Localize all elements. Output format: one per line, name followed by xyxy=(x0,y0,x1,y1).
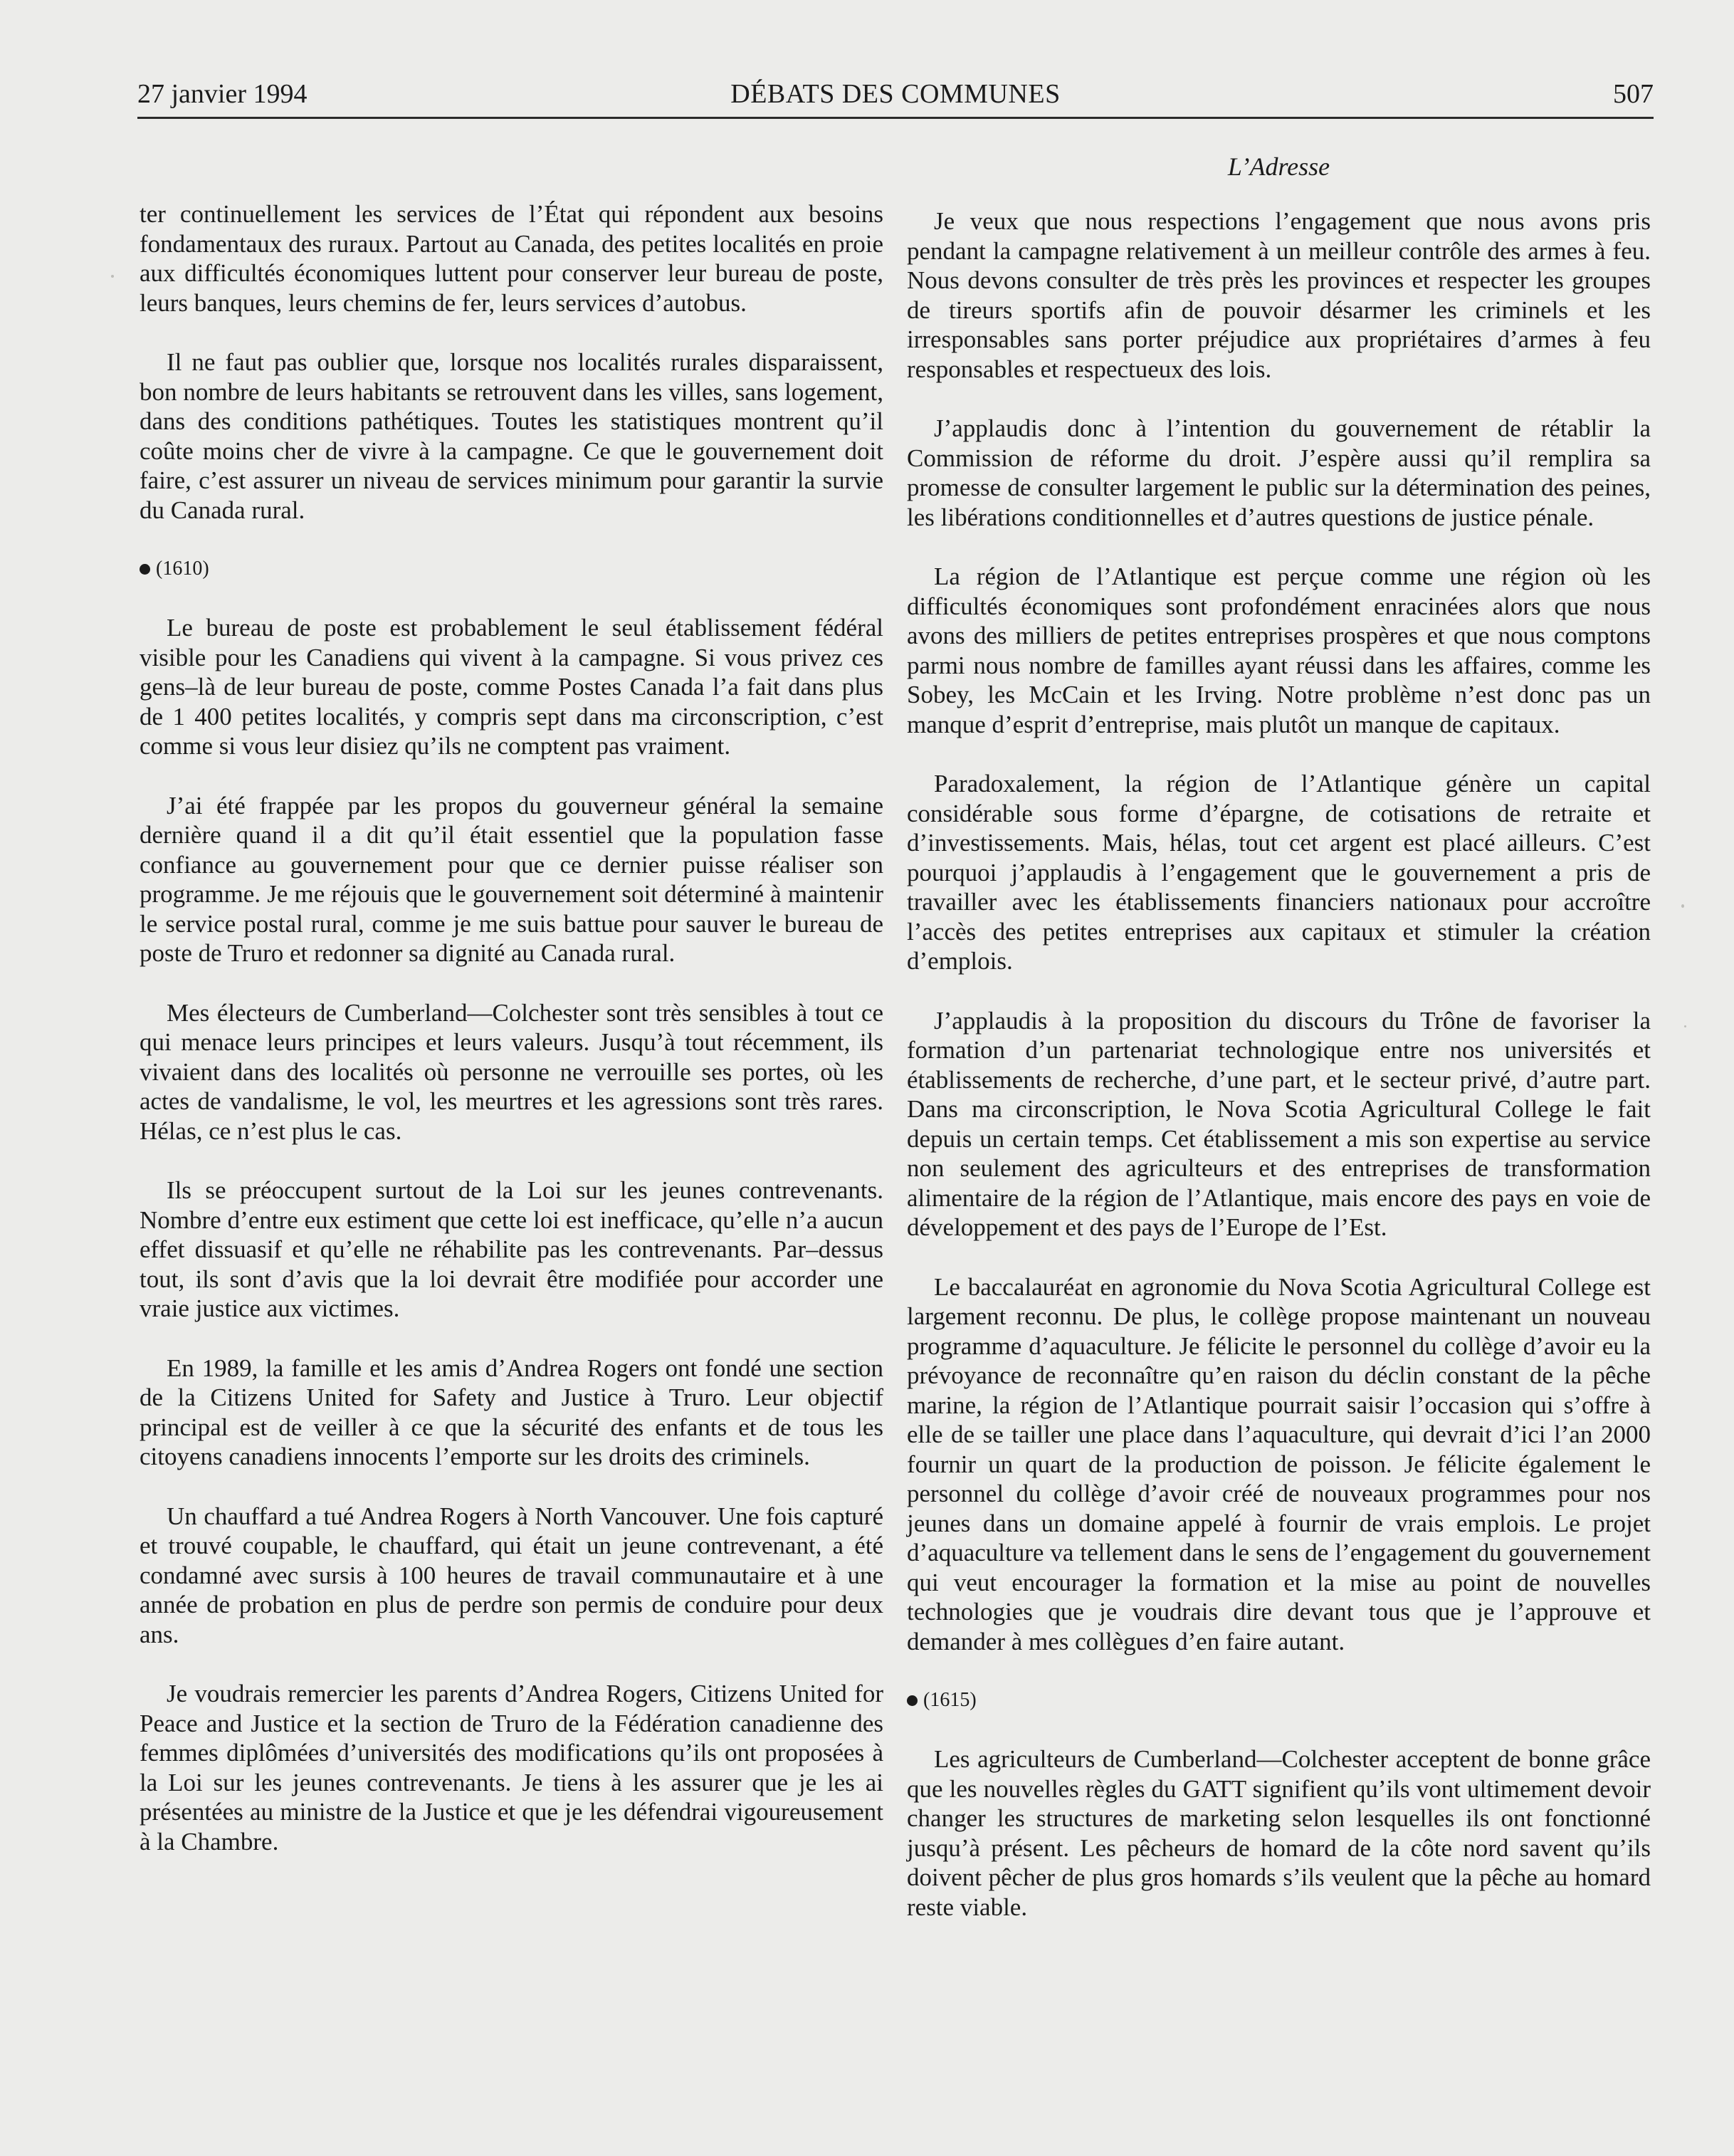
paragraph: En 1989, la famille et les amis d’Andrea Rogers ont fondé une section de la Citizens United for Safety and Justice à Truro. Leur objectif principal est de veiller à ce que la sécurité des enfants et de tous les citoyens canadiens innocents l’emporte sur les droits des criminels. xyxy=(140,1354,883,1470)
paragraph: La région de l’Atlantique est perçue comme une région où les difficultés économiques sont profondément enracinées alors que nous avons des milliers de petites entreprises prospères et que nous comptons parmi nous nombre de familles ayant réussi dans les affaires, comme les Sobey, les McCain et les Irving. Notre problème n’est donc pas un manque d’esprit d’entreprise, mais plutôt un manque de capitaux. xyxy=(907,562,1651,738)
right-column xyxy=(907,206,1651,1952)
paragraph: J’ai été frappée par les propos du gouverneur général la semaine dernière quand il a dit qu’il était essentiel que la population fasse confiance au gouvernement pour que ce dernier puisse réaliser son programme. Je me réjouis que le gouvernement soit déterminé à maintenir le service postal rural, comme je me suis battue pour sauver le bureau de poste de Truro et redonner sa dignité au Canada rural. xyxy=(140,791,883,967)
paragraph: ter continuellement les services de l’État qui répondent aux besoins fondamentaux des ruraux. Partout au Canada, des petites localités en proie aux difficultés économiques luttent pour conserver leur bureau de poste, leurs banques, leurs chemins de fer, leurs services d’autobus. xyxy=(140,200,883,317)
header-page-number: 507 xyxy=(1613,79,1654,109)
time-marker xyxy=(907,1686,1651,1715)
paragraph: Il ne faut pas oublier que, lorsque nos localités rurales disparaissent, bon nombre de leurs habitants se retrouvent dans les villes, sans logement, dans des conditions pathétiques. Toutes les statistiques montrent qu’il coûte moins cher de vivre à la campagne. Ce que le gouvernement doit faire, c’est assurer un niveau de services minimum pour garantir la survie du Canada rural. xyxy=(140,348,883,524)
bullet-icon xyxy=(907,1695,918,1706)
paragraph: Le bureau de poste est probablement le seul établissement fédéral visible pour les Canadiens qui vivent à la campagne. Si vous privez ces gens–là de leur bureau de poste, comme Postes Canada l’a fait dans plus de 1 400 petites localités, y compris sept dans ma circonscription, c’est comme si vous leur disiez qu’ils ne comptent pas vraiment. xyxy=(140,614,883,760)
paragraph: Mes électeurs de Cumberland—Colchester sont très sensibles à tout ce qui menace leurs principes et leurs valeurs. Jusqu’à tout récemment, ils vivaient dans des localités où personne ne verrouille ses portes, où les actes de vandalisme, le vol, les meurtres et les agressions sont très rares. Hélas, ce n’est plus le cas. xyxy=(140,998,883,1145)
left-column xyxy=(140,199,883,1886)
scan-speck xyxy=(1681,904,1684,908)
paragraph: Un chauffard a tué Andrea Rogers à North Vancouver. Une fois capturé et trouvé coupable, le chauffard, qui était un jeune contrevenant, a été condamné avec sursis à 100 heures de travail communautaire et à une année de probation en plus de perdre son permis de conduire pour deux ans. xyxy=(140,1502,883,1648)
time-marker xyxy=(140,555,883,583)
paragraph: Ils se préoccupent surtout de la Loi sur les jeunes contrevenants. Nombre d’entre eux estiment que cette loi est inefficace, qu’elle n’a aucun effet dissuasif et qu’elle ne réhabilite pas les contrevenants. Par–dessus tout, ils sont d’avis que la loi devrait être modifiée pour accorder une vraie justice aux victimes. xyxy=(140,1176,883,1322)
paragraph: J’applaudis à la proposition du discours du Trône de favoriser la formation d’un partenariat technologique entre nos universités et établissements de recherche, d’une part, et le secteur privé, d’autre part. Dans ma circonscription, le Nova Scotia Agricultural College le fait depuis un certain temps. Cet établissement a mis son expertise au service non seulement des agriculteurs et des entreprises de transformation alimentaire de la région de l’Atlantique, mais encore des pays en voie de développement et des pays de l’Europe de l’Est. xyxy=(907,1006,1651,1241)
paragraph: Je veux que nous respections l’engagement que nous avons pris pendant la campagne relativement à un meilleur contrôle des armes à feu. Nous devons consulter de très près les provinces et respecter les groupes de tireurs sportifs afin de pouvoir désarmer les criminels et les irresponsables sans porter préjudice aux propriétaires d’armes à feu responsables et respectueux des lois. xyxy=(907,207,1651,383)
paragraph: Paradoxalement, la région de l’Atlantique génère un capital considérable sous forme d’épargne, de cotisations de retraite et d’investissements. Mais, hélas, tout cet argent est placé ailleurs. C’est pourquoi j’applaudis à l’engagement que le gouvernement a pris de travailler avec les établissements financiers nationaux pour accroître l’accès des petites entreprises aux capitaux et stimuler la création d’emplois. xyxy=(907,770,1651,975)
section-title: L’Adresse xyxy=(1227,152,1330,181)
paragraph: Le baccalauréat en agronomie du Nova Scotia Agricultural College est largement reconnu. De plus, le collège propose maintenant un nouveau programme d’aquaculture. Je félicite le personnel du collège d’avoir eu la prévoyance de reconnaître qu’en raison du déclin constant de la pêche marine, la région de l’Atlantique pourrait saisir l’occasion qui s’offre à elle de se tailler une place dans l’aquaculture, qui devrait d’ici l’an 2000 fournir un quart de la production de poisson. Je félicite également le personnel du collège d’avoir créé de nouveaux programmes pour nos jeunes dans un domaine appelé à fournir de vrais emplois. Le projet d’aquaculture va tellement dans le sens de l’engagement du gouvernement qui veut encourager la formation et la mise au point de nouvelles technologies que je voudrais dire devant tous que je l’approuve et demander à mes collègues d’en faire autant. xyxy=(907,1272,1651,1655)
scan-speck xyxy=(111,275,114,278)
time-marker-label: (1610) xyxy=(156,558,209,580)
running-header xyxy=(137,74,1654,119)
paragraph: J’applaudis donc à l’intention du gouvernement de rétablir la Commission de réforme du droit. J’espère aussi qu’il remplira sa promesse de consulter largement le public sur la détermination des peines, les libérations conditionnelles et d’autres questions de justice pénale. xyxy=(907,414,1651,531)
bullet-icon xyxy=(140,564,150,575)
header-title: DÉBATS DES COMMUNES xyxy=(730,79,1061,109)
time-marker-label: (1615) xyxy=(923,1689,977,1711)
scan-speck xyxy=(1684,1025,1686,1027)
paragraph: Les agriculteurs de Cumberland—Colchester acceptent de bonne grâce que les nouvelles règles du GATT signifient qu’ils vont ultimement devoir changer les structures de marketing selon lesquelles ils ont fonctionné jusqu’à présent. Les pêcheurs de homard de la côte nord savent qu’ils doivent pêcher de plus gros homards s’ils veulent que la pêche au homard reste viable. xyxy=(907,1745,1651,1921)
paragraph: Je voudrais remercier les parents d’Andrea Rogers, Citizens United for Peace and Justice et la section de Truro de la Fédération canadienne des femmes diplômées d’universités des modifications qu’ils ont proposées à la Loi sur les jeunes contrevenants. Je tiens à les assurer que je les ai présentées au ministre de la Justice et que je les défendrai vigoureusement à la Chambre. xyxy=(140,1680,883,1856)
header-date: 27 janvier 1994 xyxy=(137,79,308,109)
